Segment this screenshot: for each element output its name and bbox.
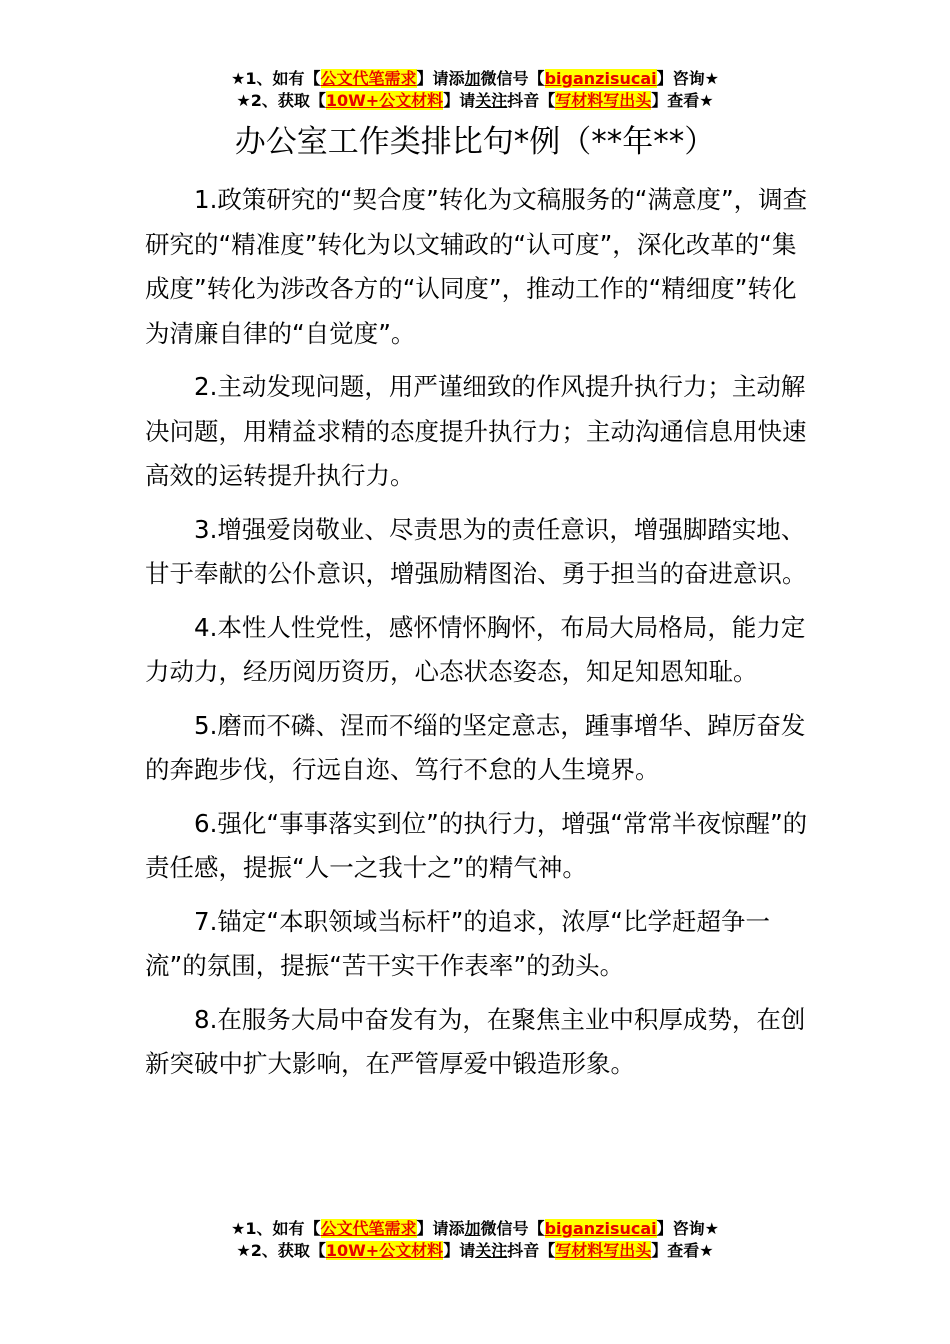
promo-line-1: [0, 68, 950, 90]
promo-highlight: 写材料写出头: [555, 91, 652, 110]
paragraph: 7.锚定“本职领域当标杆”的追求，浓厚“比学赶超争一流”的氛围，提振“苦干实干作表率”的劲头。: [145, 906, 770, 980]
promo-text: 】请添: [416, 69, 465, 88]
promo-text: ★2、获取【: [236, 1241, 326, 1260]
promo-underline: 加: [464, 1219, 481, 1238]
paragraph: 3.增强爱岗敬业、尽责思为的责任意识，增强脚踏实地、甘于奉献的公仆意识，增强励精图治、勇于担当的奋进意识。: [145, 514, 807, 588]
promo-text: 微信号【: [480, 69, 545, 88]
promo-text: 】查看★: [651, 91, 714, 110]
promo-highlight: 写材料写出头: [555, 1241, 652, 1260]
document-body: [145, 178, 813, 1096]
promo-text: 】请添: [416, 1219, 465, 1238]
promo-underline: 关注: [475, 91, 508, 110]
promo-text: 】请: [443, 91, 476, 110]
paragraph: 1.政策研究的“契合度”转化为文稿服务的“满意度”，调查研究的“精准度”转化为以文辅政的“认可度”，深化改革的“集成度”转化为涉改各方的“认同度”，推动工作的“精细度”转化为清廉自律的“自觉度”。: [145, 185, 808, 348]
promo-highlight: 10W+公文材料: [325, 1241, 444, 1260]
promo-line-2: [0, 90, 950, 112]
promo-text: 】咨询★: [656, 1219, 719, 1238]
promo-highlight: 公文代笔需求: [320, 69, 417, 88]
promo-line-1: [0, 1218, 950, 1240]
paragraph: 2.主动发现问题，用严谨细致的作风提升执行力；主动解决问题，用精益求精的态度提升执行力；主动沟通信息用快速高效的运转提升执行力。: [145, 372, 807, 490]
promo-text: 】查看★: [651, 1241, 714, 1260]
paragraph: 5.磨而不磷、涅而不缁的坚定意志，踵事增华、踔厉奋发的奔跑步伐，行远自迩、笃行不怠的人生境界。: [145, 710, 806, 784]
promo-highlight: biganzisucai: [544, 69, 657, 88]
promo-text: ★1、如有【: [231, 69, 321, 88]
promo-underline: 关注: [475, 1241, 508, 1260]
promo-text: 抖音【: [507, 1241, 556, 1260]
paragraph: 8.在服务大局中奋发有为，在聚焦主业中积厚成势，在创新突破中扩大影响，在严管厚爱中锻造形象。: [145, 1004, 806, 1078]
promo-text: 微信号【: [480, 1219, 545, 1238]
promo-text: 抖音【: [507, 91, 556, 110]
promo-text: 】咨询★: [656, 69, 719, 88]
promo-underline: 加: [464, 69, 481, 88]
promo-text: ★1、如有【: [231, 1219, 321, 1238]
promo-highlight: biganzisucai: [544, 1219, 657, 1238]
promo-highlight: 公文代笔需求: [320, 1219, 417, 1238]
promo-highlight: 10W+公文材料: [325, 91, 444, 110]
promo-line-2: [0, 1240, 950, 1262]
document-title: 办公室工作类排比句*例（**年**）: [234, 124, 716, 160]
paragraph: 6.强化“事事落实到位”的执行力，增强“常常半夜惊醒”的责任感，提振“人一之我十之”的精气神。: [145, 808, 808, 882]
promo-text: 】请: [443, 1241, 476, 1260]
paragraph: 4.本性人性党性，感怀情怀胸怀，布局大局格局，能力定力动力，经历阅历资历，心态状态姿态，知足知恩知耻。: [145, 612, 806, 686]
footer-promo-banner: [0, 1218, 950, 1262]
header-promo-banner: [0, 68, 950, 112]
promo-text: ★2、获取【: [236, 91, 326, 110]
